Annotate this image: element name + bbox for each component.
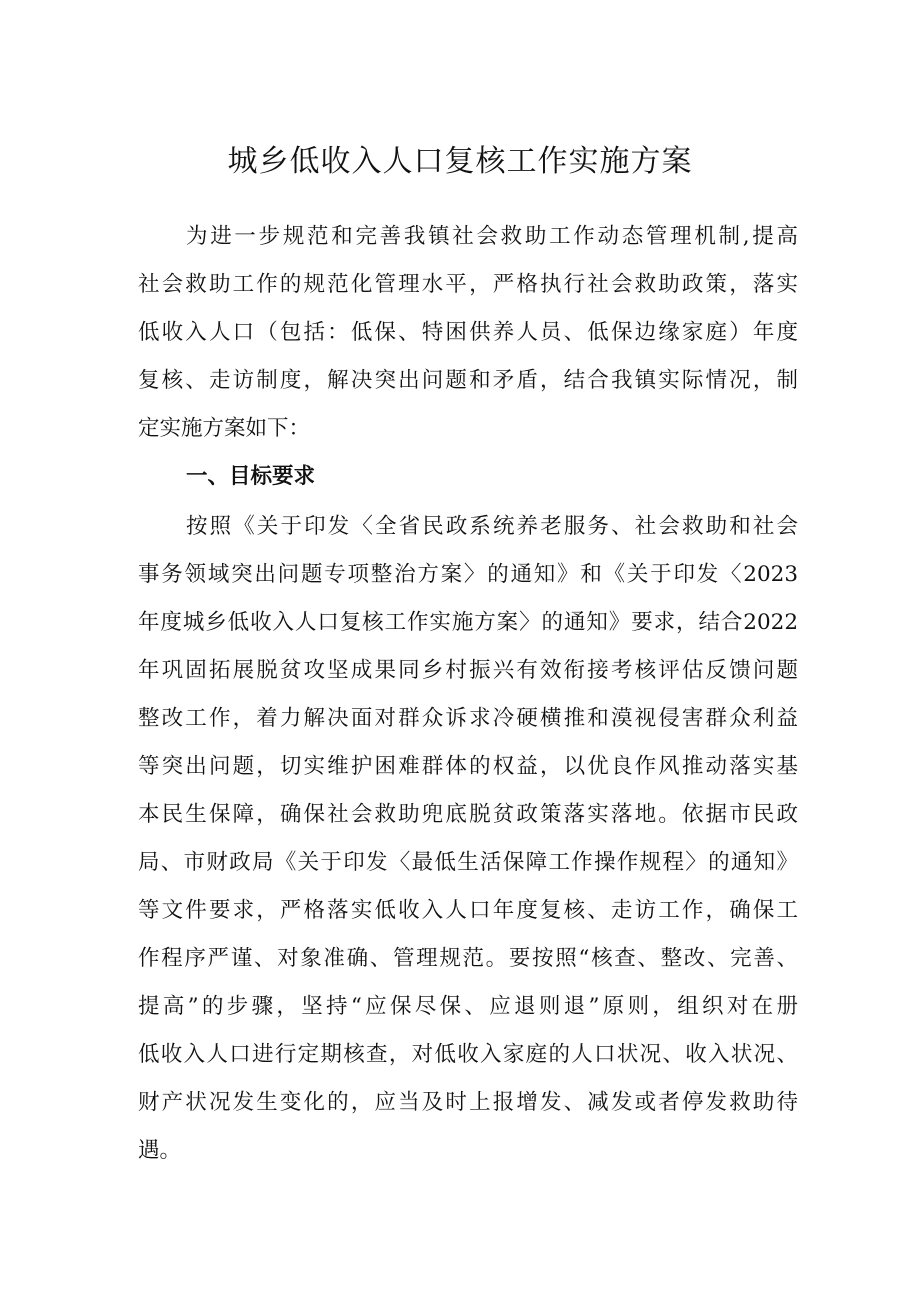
goals-line-7: 本民生保障，确保社会救助兜底脱贫政策落实落地。依据市民政 (138, 802, 798, 827)
goals-line-6: 等突出问题，切实维护困难群体的权益，以优良作风推动落实基 (138, 754, 798, 779)
goals-line-5: 整改工作，着力解决面对群众诉求冷硬横推和漠视侵害群众利益 (138, 706, 798, 731)
goals-line-4: 年巩固拓展脱贫攻坚成果同乡村振兴有效衔接考核评估反馈问题 (138, 658, 798, 683)
goals-line-2: 事务领域突出问题专项整治方案〉的通知》和《关于印发〈2023 (138, 562, 798, 587)
section-heading-goals: 一、目标要求 (186, 464, 316, 489)
document-title: 城乡低收入人口复核工作实施方案 (227, 144, 693, 179)
intro-line-3: 低收入人口（包括：低保、特困供养人员、低保边缘家庭）年度 (138, 320, 798, 345)
goals-line-9: 等文件要求，严格落实低收入人口年度复核、走访工作，确保工 (138, 898, 798, 923)
goals-line-11: 提高”的步骤，坚持“应保尽保、应退则退”原则，组织对在册 (138, 994, 798, 1019)
intro-line-2: 社会救助工作的规范化管理水平，严格执行社会救助政策，落实 (138, 272, 798, 297)
goals-line-3: 年度城乡低收入人口复核工作实施方案〉的通知》要求，结合2022 (138, 610, 798, 635)
goals-line-13: 财产状况发生变化的，应当及时上报增发、减发或者停发救助待 (138, 1090, 798, 1115)
goals-line-8: 局、市财政局《关于印发〈最低生活保障工作操作规程〉的通知》 (138, 850, 798, 875)
goals-line-10: 作程序严谨、对象准确、管理规范。要按照“核查、整改、完善、 (138, 946, 798, 971)
goals-line-1: 按照《关于印发〈全省民政系统养老服务、社会救助和社会 (186, 514, 798, 539)
goals-line-12: 低收入人口进行定期核查，对低收入家庭的人口状况、收入状况、 (138, 1042, 798, 1067)
intro-line-4: 复核、走访制度，解决突出问题和矛盾，结合我镇实际情况，制 (138, 368, 798, 393)
intro-line-1: 为进一步规范和完善我镇社会救助工作动态管理机制,提高 (186, 224, 798, 249)
goals-line-14: 遇。 (138, 1138, 182, 1163)
intro-line-5: 定实施方案如下： (138, 416, 311, 441)
